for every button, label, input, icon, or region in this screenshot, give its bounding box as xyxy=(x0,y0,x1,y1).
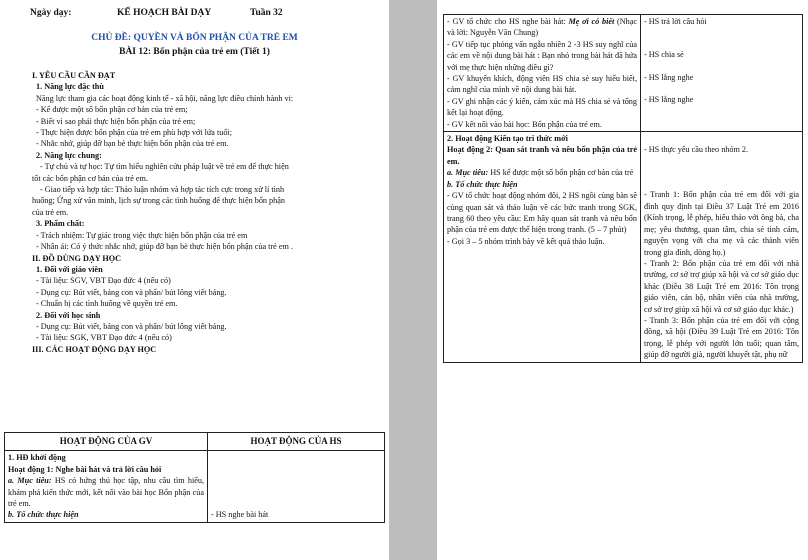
hs-cell xyxy=(208,451,385,522)
plan-title: KẾ HOẠCH BÀI DẠY xyxy=(117,8,212,18)
goal-text: HS có hứng thú học tập, nhu cầu tìm hiểu, khám phá kiến thức mới, kết nối vào bài học Bổn phận của trẻ em. xyxy=(8,476,205,509)
objective-line: huống; Ứng xử văn minh, lịch sự trong các tình huống để thực hiện bổn phận xyxy=(32,196,285,206)
lesson-title: BÀI 12: Bổn phận của trẻ em (Tiết 1) xyxy=(119,47,270,57)
objective-line: của trẻ em. xyxy=(32,207,69,217)
objective-line: 2. Đối với học sinh xyxy=(36,310,101,320)
objective-line: II. ĐỒ DÙNG DẠY HỌC xyxy=(32,253,122,263)
hs-picture-2: - Tranh 2: Bổn phận của trẻ em đối với nhà trường, cơ sở trợ giúp xã hội và cơ sở giáo dục khác (Điều 38 Luật Trẻ em 2016: Tôn trọng giáo viên, cán bộ, nhân viên của nhà trường, cơ sở trợ giúp xã hội và cơ sở giáo dục khác.) xyxy=(644,258,799,314)
objective-line: tốt các bổn phận cơ bản của trẻ em. xyxy=(32,173,148,183)
date-label: Ngày dạy: xyxy=(30,8,72,18)
section-2-heading: 2. Hoạt động Kiến tạo tri thức mới xyxy=(447,134,568,144)
theme-title: CHỦ ĐỀ: QUYỀN VÀ BỔN PHẬN CỦA TRẺ EM xyxy=(91,33,298,43)
objective-line: - Kể được một số bổn phận cơ bản của trẻ em; xyxy=(36,105,188,115)
goal-paragraph xyxy=(8,475,204,509)
objective-line: 3. Phẩm chất: xyxy=(36,219,85,229)
activity-table-left xyxy=(4,432,385,523)
organize-heading-2: b. Tổ chức thực hiện xyxy=(447,179,518,189)
hs-share: - HS chia sẻ xyxy=(644,50,684,60)
gv-step-2: - GV tiếp tục phỏng vấn ngẫu nhiên 2 -3 HS suy nghĩ của các em về nội dung bài hát : Bạn nhỏ trong bài hát đã hứa với mẹ thực hiện những điều gì? xyxy=(447,39,637,72)
page-left xyxy=(0,0,389,560)
hs-answer: - HS trả lời câu hỏi xyxy=(644,17,707,26)
objective-line: - Trách nhiệm: Tự giác trong việc thực hiện bổn phận của trẻ em xyxy=(36,230,248,240)
activity-table-right xyxy=(443,14,803,363)
objective-line: - Dụng cụ: Bút viết, bảng con và phấn/ bút lông viết bảng. xyxy=(36,287,227,297)
hs-picture-1: - Tranh 1: Bổn phận của trẻ em đối với gia đình quy định tại Điều 37 Luật Trẻ em 2016 (Kính trọng, lễ phép, hiếu thảo với ông bà, cha mẹ; yêu thương, quan tâm, chia sẻ tình cảm, nguyện vọng với cha mẹ và các thành viên trong gia đình, dòng họ.) xyxy=(644,190,799,257)
activity-2-heading: Hoạt động 2: Quan sát tranh và nêu bổn phận của trẻ em. xyxy=(447,145,637,166)
hs-listen-2: - HS lắng nghe xyxy=(644,95,694,105)
organize-heading: b. Tổ chức thực hiện xyxy=(8,510,79,520)
col-header-hs: HOẠT ĐỘNG CỦA HS xyxy=(208,433,385,451)
objective-line: - Biết vì sao phải thực hiện bổn phận của trẻ em; xyxy=(36,116,196,126)
objective-line: III. CÁC HOẠT ĐỘNG DẠY HỌC xyxy=(32,344,157,354)
gv-step-1: - GV tổ chức cho HS nghe bài hát: Mẹ ơi có biết (Nhạc và lời: Nguyễn Văn Chung) xyxy=(447,17,637,38)
warmup-heading: 1. HĐ khởi động xyxy=(8,453,66,463)
page-right xyxy=(437,0,808,560)
hs-group-work: - HS thực yêu cầu theo nhóm 2. xyxy=(644,145,749,155)
week-label: Tuần 32 xyxy=(250,8,283,18)
objective-line: - Nhân ái: Có ý thức nhắc nhở, giúp đỡ bạn bè thực hiện bổn phận của trẻ em . xyxy=(36,242,293,252)
objective-line: - Tài liệu: SGV, VBT Đạo đức 4 (nếu có) xyxy=(36,276,171,286)
objective-line: - Nhắc nhở, giúp đỡ bạn bè thực hiện bổn phận của trẻ em. xyxy=(36,139,229,149)
objective-line: 1. Đối với giáo viên xyxy=(36,264,103,274)
gv-cell xyxy=(5,451,208,522)
objective-line: - Giao tiếp và hợp tác: Thảo luận nhóm và hợp tác tích cực trong xử lí tình xyxy=(40,185,285,195)
col-header-gv: HOẠT ĐỘNG CỦA GV xyxy=(5,433,208,451)
hs-cell-row2 xyxy=(641,132,803,363)
objective-line: I. YÊU CẦU CẦN ĐẠT xyxy=(32,71,116,80)
objective-line: - Chuẩn bị các tình huống về quyền trẻ em. xyxy=(36,299,178,309)
gv-step-3: - GV khuyến khích, động viên HS chia sẻ suy hiểu biết, cảm nghĩ của mình về nội dung bài hát. xyxy=(447,74,637,95)
hs-cell-row1 xyxy=(641,15,803,132)
gv-step-4: - GV ghi nhận các ý kiến, cảm xúc mà HS chia sẻ và tổng kết lại hoạt động. xyxy=(447,96,637,118)
gv-step-5: - GV kết nối vào bài học: Bổn phận của trẻ em. xyxy=(447,119,602,129)
hs-listen: - HS nghe bài hát xyxy=(211,510,269,520)
goal-label: a. Mục tiêu: xyxy=(8,476,52,486)
gv-call-groups: - Gọi 3 – 5 nhóm trình bày về kết quả thảo luận. xyxy=(447,236,605,246)
goal-paragraph-2: a. Mục tiêu: HS kể được một số bổn phận cơ bản của trẻ xyxy=(447,168,634,178)
gv-cell-row1 xyxy=(444,15,641,132)
objective-line: - Dụng cụ: Bút viết, bảng con và phấn/ bút lông viết bảng. xyxy=(36,321,227,331)
hs-listen-1: - HS lắng nghe xyxy=(644,72,694,82)
objective-line: 1. Năng lực đặc thù xyxy=(36,82,104,92)
objective-line: 2. Năng lực chung: xyxy=(36,150,102,160)
objective-line: - Tự chủ và tự học: Tự tìm hiểu nghiên cứu pháp luật về trẻ em để thực hiện xyxy=(40,162,289,172)
objectives-section xyxy=(32,70,362,355)
gv-cell-row2 xyxy=(444,132,641,363)
objective-line: Năng lực tham gia các hoạt động kinh tế - xã hội, năng lực điều chỉnh hành vi: xyxy=(36,93,294,103)
hs-picture-3: - Tranh 3: Bổn phận của trẻ em đối với cộng đồng, xã hội (Điều 39 Luật Trẻ em 2016: Tôn trọng, lễ phép với người lớn tuổi; quan tâm, giúp đỡ người già, người khuyết tật, phụ nữ xyxy=(644,315,799,360)
objective-line: - Thực hiện được bổn phận của trẻ em phù hợp với lứa tuổi; xyxy=(36,128,232,138)
activity-1-heading: Hoạt động 1: Nghe bài hát và trả lời câu hỏi xyxy=(8,464,162,474)
gv-group-task: - GV tổ chức hoạt động nhóm đôi, 2 HS ngồi cùng bàn sẽ cùng quan sát và thảo luận về các bức tranh trong SGK, trang 60 theo yêu cầu: Em hãy quan sát tranh và nêu bổn phận của trẻ em được thể hiện trong tranh. (5 – 7 phút) xyxy=(447,191,637,235)
objective-line: - Tài liệu: SGK, VBT Đạo đức 4 (nếu có) xyxy=(36,333,172,343)
